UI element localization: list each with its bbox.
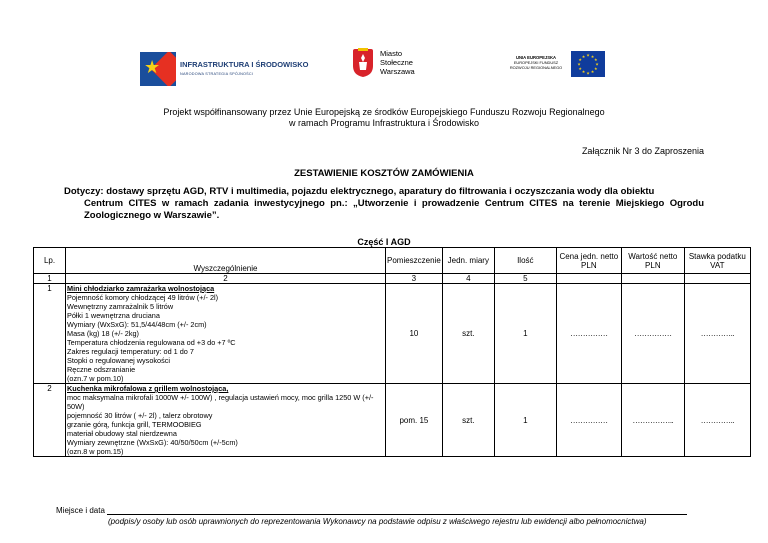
- number-2: 2: [66, 274, 386, 284]
- cost-table: [33, 247, 751, 457]
- table-number-row: [34, 274, 751, 284]
- row-lp: 1: [34, 284, 66, 384]
- item-spec: (ozn.8 w pom.15): [67, 447, 124, 456]
- item-spec: Ręczne odszranianie: [67, 365, 136, 374]
- row-description: [66, 284, 386, 384]
- item-spec: pojemność 30 litrów ( +/- 2l) , talerz obrotowy: [67, 411, 213, 420]
- row-wartosc-field[interactable]: ……………: [621, 284, 684, 384]
- item-spec: Masa (kg) 18 (+/- 2kg): [67, 329, 139, 338]
- subject-paragraph: [64, 186, 704, 222]
- place-date-label: Miejsce i data: [56, 506, 105, 515]
- place-date-field[interactable]: [107, 506, 687, 515]
- eu-logo-line-3: ROZWOJU REGIONALNEGO: [509, 65, 563, 70]
- item-spec: Półki 1 wewnętrzna druciana: [67, 311, 160, 320]
- number-4: 4: [442, 274, 494, 284]
- subject-first-line: Dotyczy: dostawy sprzętu AGD, RTV i multimedia, pojazdu elektrycznego, aparatury do filtrowania i oczyszczania wody dla obiektu: [64, 186, 655, 197]
- svg-text:★: ★: [578, 57, 582, 62]
- infrastruktura-logo-title: INFRASTRUKTURA I ŚRODOWISKO: [180, 60, 309, 69]
- svg-text:★: ★: [581, 53, 586, 59]
- row-ilosc: 1: [494, 384, 556, 457]
- warszawa-line-3: Warszawa: [380, 67, 415, 76]
- item-spec: Pojemność komory chłodzącej 49 litrów (+/- 2l): [67, 293, 219, 302]
- subject-rest: Centrum CITES w ramach zadania inwestycyjnego pn.: „Utworzenie i prowadzenie Centrum CITES na terenie Miejskiego Ogrodu Zoologicznego w Warszawie”.: [84, 198, 704, 221]
- row-stawka-field[interactable]: …………..: [684, 384, 750, 457]
- header-jednostka: Jedn. miary: [442, 248, 494, 274]
- signature-caption: (podpis/y osoby lub osób uprawnionych do reprezentowania Wykonawcy na podstawie odpisu z właściwego rejestru lub ewidencji albo pełnomocnictwa): [108, 517, 647, 526]
- project-header-line-2: w ramach Programu Infrastruktura i Środowisko: [288, 118, 480, 128]
- row-description: [66, 384, 386, 457]
- item-spec: materiał obudowy stal nierdzewna: [67, 429, 177, 438]
- item-name: Kuchenka mikrofalowa z grillem wolnostojąca,: [67, 384, 229, 393]
- svg-text:★: ★: [578, 65, 582, 71]
- item-spec: Wymiary zewnętrzne (WxSxG): 40/50/50cm (+/-5cm): [67, 438, 238, 447]
- eu-logo-line-2: EUROPEJSKI FUNDUSZ: [513, 60, 559, 65]
- item-spec: 50W): [67, 402, 85, 411]
- item-spec: Zakres regulacji temperatury: od 1 do 7: [67, 347, 194, 356]
- table-row: [34, 384, 751, 457]
- warszawa-logo: [352, 48, 432, 84]
- svg-text:★: ★: [581, 69, 586, 74]
- svg-text:★: ★: [594, 65, 598, 71]
- infrastruktura-flag-icon: ★: [140, 52, 176, 86]
- row-jednostka: szt.: [442, 284, 494, 384]
- header-cena: Cena jedn. netto PLN: [556, 248, 621, 274]
- infrastruktura-logo-subtitle: NARODOWA STRATEGIA SPÓJNOŚCI: [180, 72, 254, 76]
- project-header-line-1: Projekt współfinansowany przez Unie Europejską ze środków Europejskiego Funduszu Rozwoju Regionalnego: [163, 107, 605, 117]
- number-1: 1: [34, 274, 66, 284]
- row-jednostka: szt.: [442, 384, 494, 457]
- number-5: 5: [494, 274, 556, 284]
- attachment-label: Załącznik Nr 3 do Zaproszenia: [581, 146, 704, 156]
- infrastruktura-logo: [140, 52, 309, 86]
- table-row: [34, 284, 751, 384]
- item-spec: Wewnętrzny zamrażalnik 5 litrów: [67, 302, 174, 311]
- svg-text:★: ★: [577, 61, 581, 67]
- row-ilosc: 1: [494, 284, 556, 384]
- place-date-line: [56, 506, 687, 515]
- row-cena-field[interactable]: ……………: [556, 384, 621, 457]
- svg-text:★: ★: [586, 52, 590, 58]
- header-ilosc: Ilość: [494, 248, 556, 274]
- table-header-row: [34, 248, 751, 274]
- header-stawka: Stawka podatku VAT: [684, 248, 750, 274]
- warszawa-line-2: Stołeczne: [380, 58, 413, 67]
- svg-text:★: ★: [594, 57, 598, 62]
- row-pomieszczenie: 10: [386, 284, 443, 384]
- eu-flag-icon: [571, 51, 605, 77]
- eu-logo: [505, 51, 605, 81]
- row-stawka-field[interactable]: …………..: [684, 284, 750, 384]
- row-lp: 2: [34, 384, 66, 457]
- svg-text:★: ★: [590, 53, 595, 59]
- item-spec: (ozn.7 w pom.10): [67, 374, 124, 383]
- header-wyszczegolnienie: Wyszczególnienie: [66, 248, 386, 274]
- number-3: 3: [386, 274, 443, 284]
- svg-text:★: ★: [595, 61, 599, 67]
- document-title: ZESTAWIENIE KOSZTÓW ZAMÓWIENIA: [294, 168, 474, 179]
- header-pomieszczenie: Pomieszczenie: [386, 248, 443, 274]
- row-cena-field[interactable]: ……………: [556, 284, 621, 384]
- header-lp: Lp.: [34, 248, 66, 274]
- section-title: Część I AGD: [357, 237, 411, 247]
- item-name: Mini chłodziarko zamrażarka wolnostojąca: [67, 284, 215, 293]
- warszawa-line-1: Miasto: [380, 49, 403, 58]
- row-pomieszczenie: pom. 15: [386, 384, 443, 457]
- project-header: [0, 107, 768, 129]
- eu-logo-line-1: UNIA EUROPEJSKA: [515, 55, 557, 60]
- item-spec: grzanie górą, funkcja grill, TERMOOBIEG: [67, 420, 202, 429]
- item-spec: Stopki o regulowanej wysokości: [67, 356, 171, 365]
- svg-text:★: ★: [586, 70, 590, 76]
- header-wartosc: Wartość netto PLN: [621, 248, 684, 274]
- item-spec: Wymiary (WxSxG): 51,5/44/48cm (+/- 2cm): [67, 320, 207, 329]
- warszawa-crest-icon: [352, 48, 374, 78]
- item-spec: moc maksymalna mikrofali 1000W +/- 100W) , regulacja ustawień mocy, moc grilla 1250 W (+/-: [67, 393, 374, 402]
- svg-text:★: ★: [590, 69, 595, 74]
- row-wartosc-field[interactable]: ……………..: [621, 384, 684, 457]
- item-spec: Temperatura chłodzenia regulowana od +3 do +7 ºC: [67, 338, 236, 347]
